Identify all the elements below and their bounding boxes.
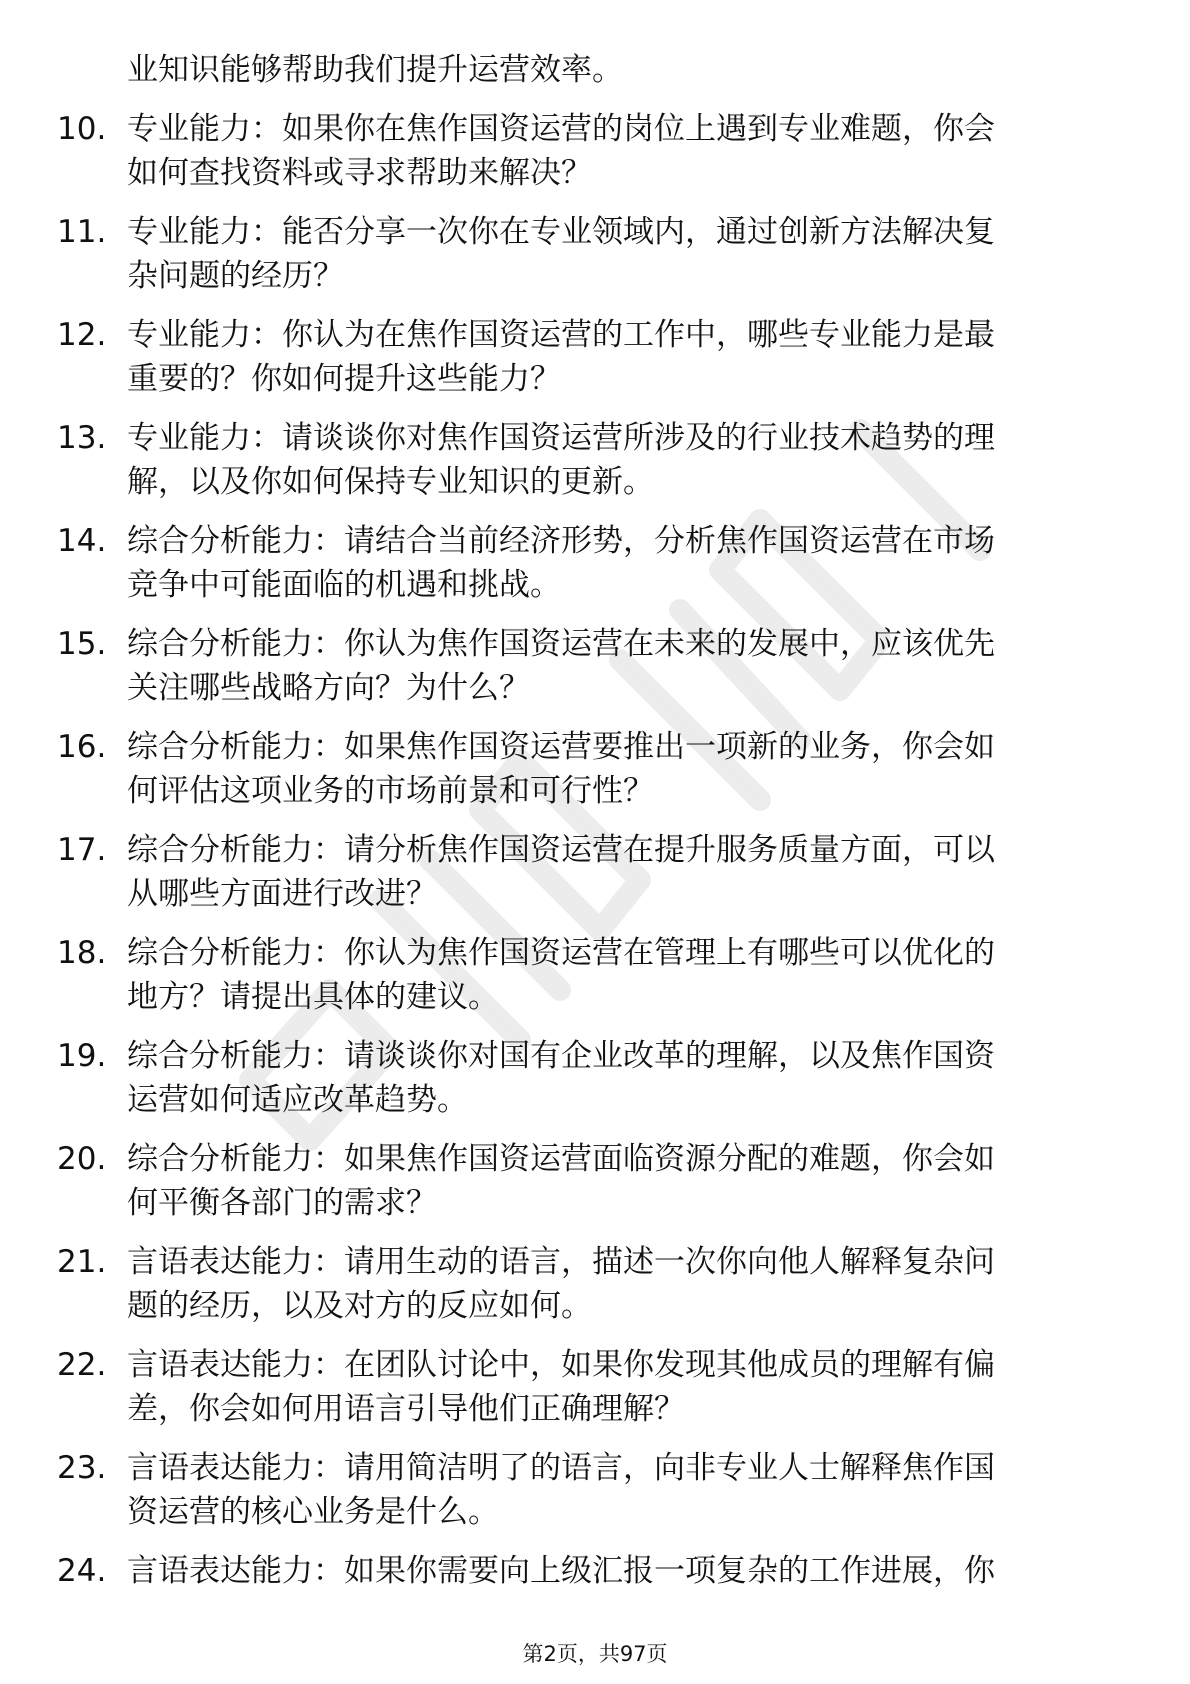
item-number: 12. [57,317,107,353]
item-text-line: 地方？请提出具体的建议。 [127,979,499,1015]
item-text [127,931,1117,1019]
item-text-line: 重要的？你如何提升这些能力？ [127,361,561,397]
item-text-line: 综合分析能力：请谈谈你对国有企业改革的理解，以及焦作国资 [127,1038,995,1074]
item-text [127,1137,1117,1225]
item-text-line: 解，以及你如何保持专业知识的更新。 [127,464,654,500]
item-number: 22. [57,1347,107,1383]
item-text-line: 综合分析能力：你认为焦作国资运营在未来的发展中，应该优先 [127,626,995,662]
item-number: 20. [57,1141,107,1177]
item-text-line: 差，你会如何用语言引导他们正确理解？ [127,1391,685,1427]
item-text-line: 言语表达能力：在团队讨论中，如果你发现其他成员的理解有偏 [127,1347,995,1383]
item-text [127,828,1117,916]
item-text-line: 专业能力：请谈谈你对焦作国资运营所涉及的行业技术趋势的理 [127,420,995,456]
item-text-line: 运营如何适应改革趋势。 [127,1082,468,1118]
item-text-line: 资运营的核心业务是什么。 [127,1494,499,1530]
item-text-line: 言语表达能力：请用简洁明了的语言，向非专业人士解释焦作国 [127,1450,995,1486]
list-item [57,416,1117,504]
list-item [57,107,1117,195]
list-item [57,1549,1117,1593]
item-text-line: 言语表达能力：请用生动的语言，描述一次你向他人解释复杂问 [127,1244,995,1280]
item-text-line: 如何查找资料或寻求帮助来解决？ [127,155,592,191]
item-text [127,1240,1117,1328]
list-item [57,1240,1117,1328]
item-text-line: 竞争中可能面临的机遇和挑战。 [127,567,561,603]
item-text [127,1549,1117,1593]
list-item [57,931,1117,1019]
item-text-line: 综合分析能力：如果焦作国资运营要推出一项新的业务，你会如 [127,729,995,765]
item-number: 24. [57,1553,107,1589]
item-text-line: 综合分析能力：你认为焦作国资运营在管理上有哪些可以优化的 [127,935,995,971]
item-text [127,1034,1117,1122]
item-text-line: 专业能力：如果你在焦作国资运营的岗位上遇到专业难题，你会 [127,111,995,147]
list-item [57,1034,1117,1122]
item-text [127,313,1117,401]
item-text [127,1446,1117,1534]
page-footer: 第2页，共97页 [522,1642,668,1666]
item-text-line: 关注哪些战略方向？为什么？ [127,670,530,706]
list-item [57,1137,1117,1225]
item-number: 16. [57,729,107,765]
list-item [57,1446,1117,1534]
item-text-line: 题的经历，以及对方的反应如何。 [127,1288,592,1324]
list-item [57,622,1117,710]
item-number: 15. [57,626,107,662]
list-item [57,519,1117,607]
list-item [57,725,1117,813]
item-text-line: 从哪些方面进行改进？ [127,876,437,912]
item-text [127,622,1117,710]
item-number: 14. [57,523,107,559]
item-text [127,1343,1117,1431]
item-text-line: 综合分析能力：请结合当前经济形势，分析焦作国资运营在市场 [127,523,995,559]
item-text-line: 综合分析能力：如果焦作国资运营面临资源分配的难题，你会如 [127,1141,995,1177]
item-number: 10. [57,111,107,147]
item-text-line: 何评估这项业务的市场前景和可行性？ [127,773,654,809]
item-text-line: 专业能力：能否分享一次你在专业领域内，通过创新方法解决复 [127,214,995,250]
item-text [127,210,1117,298]
item-text [127,725,1117,813]
list-item [57,1343,1117,1431]
item-text [127,107,1117,195]
item-number: 18. [57,935,107,971]
list-item [57,828,1117,916]
item-text-line: 杂问题的经历？ [127,258,344,294]
question-list [57,48,1117,1593]
item-number: 23. [57,1450,107,1486]
item-number: 19. [57,1038,107,1074]
item-text [127,416,1117,504]
item-text-line: 综合分析能力：请分析焦作国资运营在提升服务质量方面，可以 [127,832,995,868]
item-number: 13. [57,420,107,456]
item-text [127,519,1117,607]
list-item [57,210,1117,298]
list-item [57,313,1117,401]
item-number: 11. [57,214,107,250]
item-text-line: 何平衡各部门的需求？ [127,1185,437,1221]
item-number: 21. [57,1244,107,1280]
item-number: 17. [57,832,107,868]
item-text-line: 专业能力：你认为在焦作国资运营的工作中，哪些专业能力是最 [127,317,995,353]
continued-line: 业知识能够帮助我们提升运营效率。 [127,52,623,88]
item-text-line: 言语表达能力：如果你需要向上级汇报一项复杂的工作进展，你 [127,1553,995,1589]
